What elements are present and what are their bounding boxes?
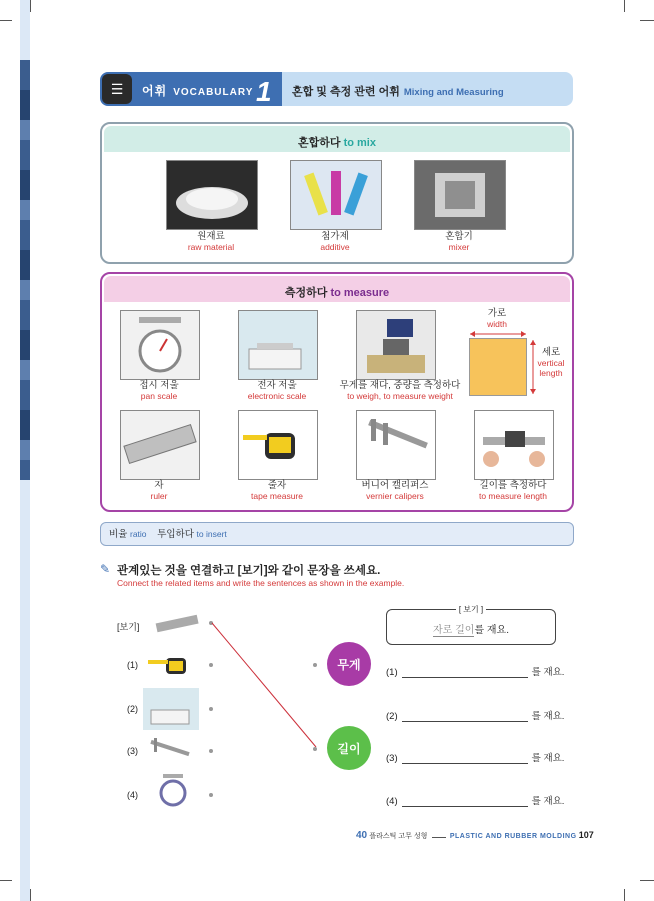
connect-dot[interactable] (209, 793, 213, 797)
pencil-icon: ✎ (100, 562, 111, 576)
answer-blank[interactable] (402, 753, 528, 764)
pellets-photo (166, 160, 258, 230)
pan-scale-thumb (155, 772, 191, 808)
target-dot[interactable] (313, 663, 317, 667)
page-footer: 40 플라스틱 고무 성형 PLASTIC AND RUBBER MOLDING 107 (356, 830, 594, 841)
chat-icon: ☰ (102, 74, 132, 104)
item-number-2: (2) (127, 704, 138, 714)
answer-row-3: (3) 를 재요. (386, 753, 565, 764)
crop-mark (30, 0, 31, 12)
mix-caption-1: 원재료 raw material (187, 231, 235, 252)
answer-row-1: (1) 를 재요. (386, 667, 565, 678)
target-dot[interactable] (313, 747, 317, 751)
crop-mark (0, 20, 12, 21)
measure-caption-3: 무게를 재다, 중량을 측정하다 to weigh, to measure weight (339, 380, 461, 401)
measure-caption-5: 줄자 tape measure (251, 480, 303, 501)
exercise-instruction: 관계있는 것을 연결하고 [보기]와 같이 문장을 쓰세요. (117, 565, 381, 577)
section-number: 1 (256, 76, 272, 107)
electronic-scale-thumb (143, 688, 199, 730)
tape-measure-thumb (146, 652, 192, 678)
answer-blank[interactable] (402, 711, 528, 722)
answer-row-2: (2) 를 재요. (386, 711, 565, 722)
measure-caption-7: 길이를 측정하다 to measure length (478, 480, 548, 501)
measure-caption-6: 버니어 캘리퍼스 vernier calipers (361, 480, 429, 501)
example-connection-line (210, 620, 322, 750)
crop-mark (624, 889, 625, 901)
length-label: 세로 vertical length (537, 347, 565, 378)
example-sentence: 자로 길이를 재요. (433, 625, 509, 636)
left-margin-pattern (20, 60, 30, 480)
exercise-instruction-en: Connect the related items and write the sentences as shown in the example. (117, 578, 405, 588)
crop-mark (624, 0, 625, 12)
example-label: [보기] (117, 622, 140, 632)
extra-vocab-bar: 비율 ratio 투입하다 to insert (100, 522, 574, 546)
crop-mark (640, 880, 654, 881)
weighing-photo (356, 310, 436, 380)
ruler-photo (120, 410, 200, 480)
item-number-4: (4) (127, 790, 138, 800)
calipers-photo (356, 410, 436, 480)
item-number-3: (3) (127, 746, 138, 756)
mix-box-title: 혼합하다 to mix (298, 137, 376, 149)
example-box-title: [ 보기 ] (386, 604, 556, 615)
calipers-thumb (146, 734, 192, 764)
crop-mark (0, 880, 12, 881)
tape-measure-photo (238, 410, 318, 480)
width-arrow (468, 330, 528, 338)
measuring-length-photo (474, 410, 554, 480)
section-label: 어휘 VOCABULARY (142, 84, 254, 98)
section-title: 혼합 및 측정 관련 어휘 Mixing and Measuring (292, 86, 504, 98)
additive-tubes-photo (290, 160, 382, 230)
electronic-scale-photo (238, 310, 318, 380)
crop-mark (640, 20, 654, 21)
rectangle-shape (469, 338, 527, 396)
measure-caption-2: 전자 저울 electronic scale (247, 380, 307, 401)
target-length[interactable]: 길이 (327, 726, 371, 770)
target-weight[interactable]: 무게 (327, 642, 371, 686)
width-label: 가로 width (487, 308, 507, 329)
mix-caption-2: 첨가제 additive (320, 231, 350, 252)
crop-mark (30, 889, 31, 901)
answer-row-4: (4) 를 재요. (386, 796, 565, 807)
item-number-1: (1) (127, 660, 138, 670)
measure-caption-4: 자 ruler (150, 480, 168, 501)
mix-caption-3: 혼합기 mixer (445, 231, 473, 252)
ruler-thumb (154, 610, 200, 636)
mixer-machine-photo (414, 160, 506, 230)
measure-box-title: 측정하다 to measure (284, 287, 390, 299)
answer-blank[interactable] (402, 796, 528, 807)
pan-scale-photo (120, 310, 200, 380)
measure-caption-1: 접시 저울 pan scale (139, 380, 179, 401)
answer-blank[interactable] (402, 667, 528, 678)
